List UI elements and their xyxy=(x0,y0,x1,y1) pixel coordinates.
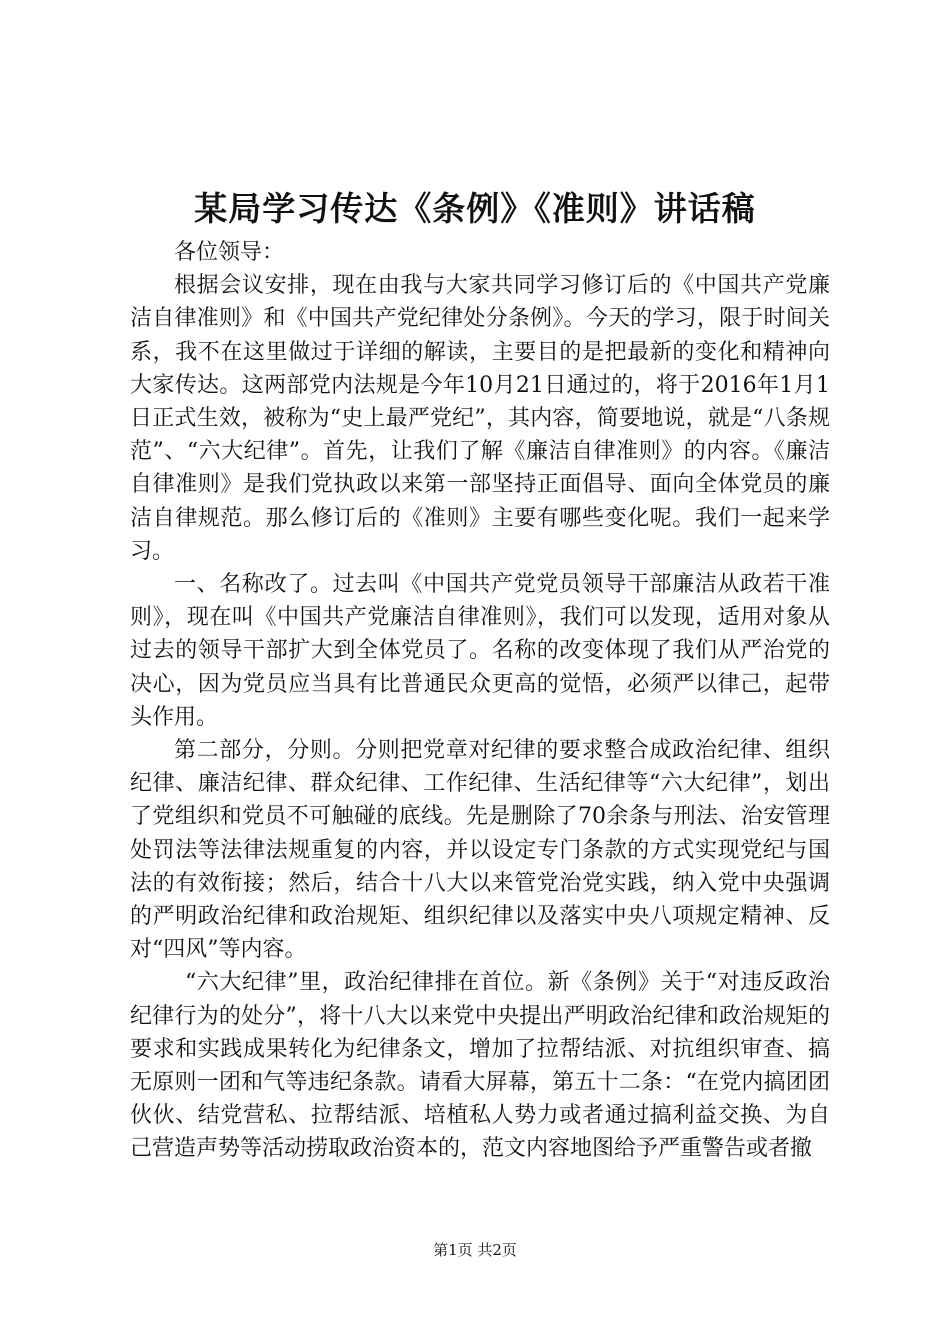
paragraph-name-change: 一、名称改了。过去叫《中国共产党党员领导干部廉洁从政若干准则》，现在叫《中国共产党廉洁自律准则》，我们可以发现，适用对象从过去的领导干部扩大到全体党员了。名称的改变体现了我们从严治党的决心，因为党员应当具有比普通民众更高的觉悟，必须严以律己，起带头作用。 xyxy=(130,572,830,730)
page-footer: 第1页 共2页 xyxy=(433,1241,517,1259)
salutation: 各位领导： xyxy=(174,240,285,265)
paragraph-intro: 根据会议安排，现在由我与大家共同学习修订后的《中国共产党廉洁自律准则》和《中国共产党纪律处分条例》。今天的学习，限于时间关系，我不在这里做过于详细的解读，主要目的是把最新的变化和精神向大家传达。这两部党内法规是今年10月21日通过的，将于2016年1月1日正式生效，被称为“史上最严党纪”，其内容，简要地说，就是“八条规范”、“六大纪律”。首先，让我们了解《廉洁自律准则》的内容。《廉洁自律准则》是我们党执政以来第一部坚持正面倡导、面向全体党员的廉洁自律规范。那么修订后的《准则》主要有哪些变化呢。我们一起来学习。 xyxy=(130,273,830,564)
document-title: 某局学习传达《条例》《准则》讲话稿 xyxy=(194,189,756,228)
document-body xyxy=(130,236,830,1166)
paragraph-political-discipline: “六大纪律”里，政治纪律排在首位。新《条例》关于“对违反政治纪律行为的处分”，将十八大以来党中央提出严明政治纪律和政治规矩的要求和实践成果转化为纪律条文，增加了拉帮结派、对抗组织审查、搞无原则一团和气等违纪条款。请看大屏幕，第五十二条：“在党内搞团团伙伙、结党营私、拉帮结派、培植私人势力或者通过搞利益交换、为自己营造声势等活动捞取政治资本的，范文内容地图给予严重警告或者撤 xyxy=(130,970,830,1162)
paragraph-part-two: 第二部分，分则。分则把党章对纪律的要求整合成政治纪律、组织纪律、廉洁纪律、群众纪律、工作纪律、生活纪律等“六大纪律”，划出了党组织和党员不可触碰的底线。先是删除了70余条与刑法、治安管理处罚法等法律法规重复的内容，并以设定专门条款的方式实现党纪与国法的有效衔接；然后，结合十八大以来管党治党实践，纳入党中央强调的严明政治纪律和政治规矩、组织纪律以及落实中央八项规定精神、反对“四风”等内容。 xyxy=(130,738,830,963)
